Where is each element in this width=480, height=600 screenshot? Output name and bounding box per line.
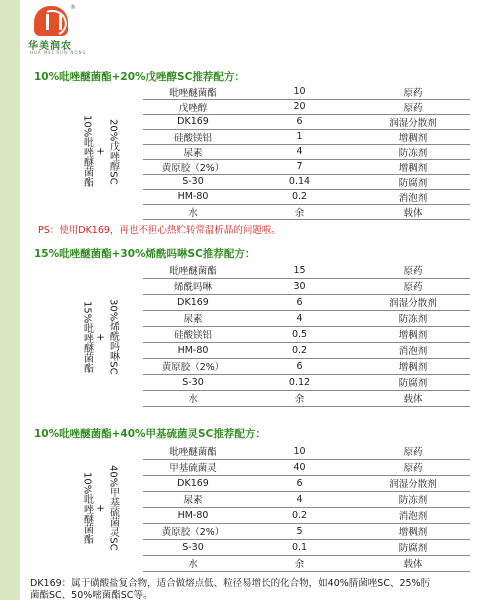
ingredient-name: 吡唑醚菌酯 — [169, 447, 217, 458]
ingredient-role: 载体 — [403, 207, 423, 219]
ingredient-amount: 7 — [296, 161, 303, 172]
ingredient-amount: 0.2 — [291, 509, 308, 521]
formula-1-label-top: 10%吡唑醚菌酯 — [81, 115, 93, 188]
formula-2-label-bottom: 30%烯酰吗啉SC — [107, 299, 119, 375]
formula-1-label-plus: + — [94, 147, 106, 156]
brand-name: 华美润农 — [28, 41, 72, 52]
ingredient-amount: 6 — [296, 477, 303, 489]
ingredient-amount: 30 — [293, 280, 306, 292]
formula-3-label-plus: + — [94, 503, 106, 513]
ingredient-role: 润湿分散剂 — [389, 117, 437, 129]
ingredient-amount: 余 — [294, 207, 305, 219]
ingredient-amount: 4 — [296, 312, 303, 324]
ingredient-role: 原药 — [403, 463, 423, 474]
section-1-title: 10%吡唑醚菌酯+20%戊唑醇SC推荐配方： — [34, 71, 245, 83]
table-row — [143, 189, 470, 205]
ingredient-role: 载体 — [403, 559, 423, 570]
ingredient-amount: 20 — [293, 101, 306, 112]
table-row — [143, 326, 470, 343]
ingredient-amount: 4 — [296, 146, 303, 157]
ingredient-amount: 10 — [293, 445, 306, 457]
table-row — [143, 390, 470, 407]
ingredient-name: 水 — [188, 559, 198, 570]
table-row — [143, 523, 470, 540]
ingredient-amount: 6 — [296, 116, 303, 127]
ingredient-role: 防腐剂 — [398, 177, 428, 189]
header — [0, 0, 480, 58]
table-row — [143, 159, 470, 175]
ingredient-role: 防冻剂 — [398, 495, 428, 506]
ingredient-role: 消泡剂 — [398, 192, 428, 204]
ingredient-amount: 0.5 — [291, 328, 308, 340]
ingredient-role: 增稠剂 — [398, 162, 428, 174]
table-row — [143, 555, 470, 572]
ingredient-name: 烯酰吗啉 — [173, 282, 212, 293]
ingredient-name: HM-80 — [177, 191, 209, 202]
table-row — [143, 443, 470, 460]
table-row — [143, 278, 470, 295]
ingredient-amount: 0.2 — [291, 344, 308, 356]
ingredient-role: 消泡剂 — [398, 511, 428, 522]
ingredient-role: 增稠剂 — [398, 330, 428, 341]
ingredient-name: DK169 — [177, 477, 209, 489]
ingredient-name: S-30 — [182, 376, 204, 388]
ingredient-name: 硅酸镁铝 — [173, 330, 212, 341]
table-row — [143, 539, 470, 556]
formula-1-label-bottom: 20%戊唑醇SC — [107, 118, 119, 185]
ingredient-amount: 1 — [296, 131, 303, 142]
formula-table-2 — [30, 262, 470, 412]
ingredient-name: 尿素 — [183, 495, 203, 506]
table-row — [143, 459, 470, 476]
footnote-line-1: DK169：属于磺酸盐复合物，适合做熔点低、粒径易增长的化合物，如40%腈菌唑SC、25%肟 — [30, 578, 431, 589]
ingredient-name: S-30 — [182, 541, 204, 553]
ingredient-role: 防冻剂 — [398, 314, 428, 325]
ingredient-name: 黄原胶（2%） — [161, 362, 225, 373]
table-row — [143, 294, 470, 311]
ingredient-name: 水 — [188, 394, 198, 405]
table-row — [143, 174, 470, 190]
ingredient-name: 黄原胶（2%） — [161, 527, 225, 538]
table-row — [143, 262, 470, 279]
ingredient-name: 吡唑醚菌酯 — [169, 87, 217, 99]
ingredient-name: HM-80 — [177, 344, 209, 356]
ingredient-amount: 0.1 — [291, 541, 308, 553]
ingredient-amount: 5 — [296, 525, 303, 537]
ingredient-amount: 0.2 — [291, 191, 308, 202]
table-row — [143, 358, 470, 375]
formula-1-vertical-label — [70, 84, 130, 219]
table-row — [143, 507, 470, 524]
ingredient-role: 防腐剂 — [398, 378, 428, 389]
section-2-title: 15%吡唑醚菌酯+30%烯酰吗啉SC推荐配方： — [34, 248, 256, 260]
ingredient-amount: 15 — [293, 264, 306, 276]
ingredient-role: 润湿分散剂 — [389, 298, 437, 309]
table-row — [143, 204, 470, 220]
ingredient-role: 防冻剂 — [398, 147, 428, 159]
formula-2-label-top: 15%吡唑醚菌酯 — [81, 300, 93, 374]
ingredient-role: 消泡剂 — [398, 346, 428, 357]
ingredient-name: 吡唑醚菌酯 — [169, 266, 217, 277]
ingredient-amount: 4 — [296, 493, 303, 505]
ingredient-name: 尿素 — [183, 314, 203, 325]
ingredient-role: 增稠剂 — [398, 362, 428, 373]
formula-table-1 — [30, 84, 470, 219]
ingredient-role: 润湿分散剂 — [389, 479, 437, 490]
ingredient-name: S-30 — [182, 176, 204, 187]
footnote-line-2: 菌酯SC、50%嘧菌酯SC等。 — [30, 590, 153, 600]
ingredient-name: 黄原胶（2%） — [161, 162, 225, 174]
ingredient-name: 尿素 — [183, 147, 203, 159]
section-3-title: 10%吡唑醚菌酯+40%甲基硫菌灵SC推荐配方： — [34, 428, 266, 440]
ingredient-role: 载体 — [403, 394, 423, 405]
table-row — [143, 342, 470, 359]
ingredient-name: 戊唑醇 — [178, 102, 208, 114]
ingredient-name: DK169 — [177, 116, 209, 127]
brand-name-en: HUA MEI RUN NONG — [30, 50, 87, 55]
ingredient-amount: 6 — [296, 360, 303, 372]
ingredient-role: 原药 — [403, 87, 423, 99]
ingredient-role: 防腐剂 — [398, 543, 428, 554]
table-row — [143, 99, 470, 115]
ingredient-amount: 0.14 — [288, 176, 311, 187]
table-row — [143, 129, 470, 145]
brand-logo-icon — [34, 6, 68, 36]
ingredient-amount: 0.12 — [288, 376, 311, 388]
ingredient-name: DK169 — [177, 296, 209, 308]
formula-2-vertical-label — [70, 262, 130, 412]
ingredient-name: 硅酸镁铝 — [173, 132, 212, 144]
table-row — [143, 144, 470, 160]
ingredient-role: 原药 — [403, 282, 423, 293]
ingredient-role: 增稠剂 — [398, 132, 428, 144]
table-row — [143, 491, 470, 508]
ps-note: PS：使用DK169，再也不担心热贮转常温析晶的问题啦。 — [38, 225, 281, 236]
ingredient-role: 原药 — [403, 266, 423, 277]
ingredient-amount: 余 — [294, 394, 305, 405]
formula-3-label-top: 10%吡唑醚菌酯 — [81, 471, 93, 545]
table-row — [143, 114, 470, 130]
table-row — [143, 310, 470, 327]
formula-3-label-bottom: 40%甲基硫菌灵SC — [107, 465, 119, 551]
formula-3-vertical-label — [70, 443, 130, 573]
ingredient-role: 原药 — [403, 447, 423, 458]
ingredient-name: 水 — [188, 207, 198, 219]
formula-table-3 — [30, 443, 470, 573]
table-row — [143, 84, 470, 100]
ingredient-amount: 40 — [293, 461, 306, 473]
ingredient-name: HM-80 — [177, 509, 209, 521]
formula-2-label-plus: + — [94, 332, 106, 342]
ingredient-amount: 余 — [294, 559, 305, 570]
ingredient-amount: 6 — [296, 296, 303, 308]
ingredient-role: 增稠剂 — [398, 527, 428, 538]
trademark-symbol: ® — [70, 4, 76, 11]
table-row — [143, 475, 470, 492]
ingredient-amount: 10 — [293, 86, 306, 97]
left-decorative-band — [0, 0, 20, 600]
ingredient-name: 甲基硫菌灵 — [169, 463, 217, 474]
ingredient-role: 原药 — [403, 102, 423, 114]
table-row — [143, 374, 470, 391]
